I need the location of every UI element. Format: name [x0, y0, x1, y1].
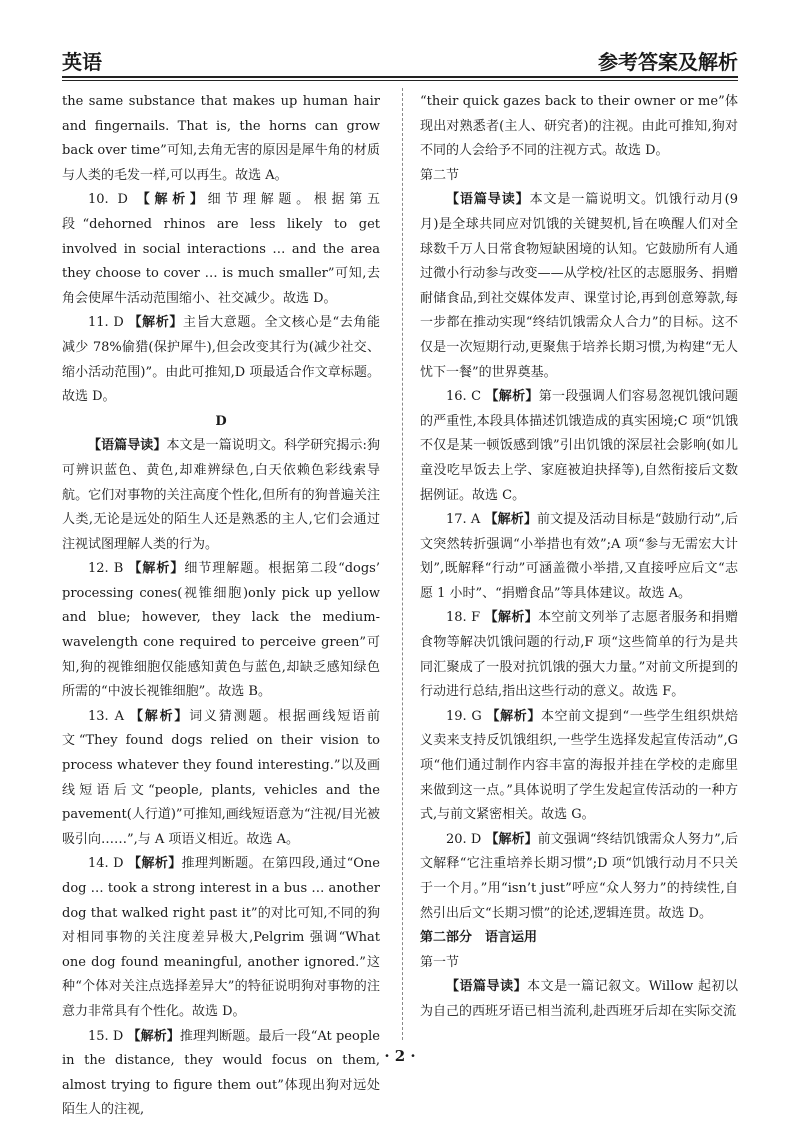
part-title: [420, 926, 738, 951]
intro-tag: 【语篇导读】: [446, 192, 530, 208]
answer-explanation: 本空前文提到“一些学生组织烘焙义卖来支持反饥饿组织,一些学生选择发起宣传活动”,G 项“他们通过制作内容丰富的海报并挂在学校的走廊里来做到这一点。”具体说明了学生发起宣传活动的一种方式,与前文紧密相关。故选 G。: [420, 708, 738, 823]
analysis-tag: 【解析】: [486, 708, 541, 724]
answer-item: [420, 828, 738, 926]
heading-text: D: [215, 413, 227, 429]
answer-explanation: 本空前文列举了志愿者服务和捐赠食物等解决饥饿问题的行动,F 项“这些简单的行为是共同汇聚成了一股对抗饥饿的强大力量。”对前文所提到的行动进行总结,指出这些行动的意义。故选 F。: [420, 610, 738, 700]
answer-item: [62, 311, 380, 409]
intro-text: 本文是一篇记叙文。Willow 起初以为自己的西班牙语已相当流利,赴西班牙后却在实际交流: [420, 979, 738, 1019]
analysis-tag: 【解析】: [128, 856, 182, 872]
analysis-tag: 【解析】: [485, 389, 539, 405]
intro-text: 本文是一篇说明文。饥饿行动月(9 月)是全球共同应对饥饿的关键契机,旨在唤醒人们对全球数千万人日常食物短缺困境的认知。它鼓励所有人通过微小行动参与改变——从学校/社区的志愿服务、捐赠耐储食品,到社交媒体发声、课堂讨论,再到创意筹款,每一步都在推动实现“终结饥饿需众人合力”的目标。这不仅是一次短期行动,更聚焦于培养长期习惯,为构建“无人忧下一餐”的世界奠基。: [420, 192, 738, 380]
passage-intro: [62, 434, 380, 557]
answer-label: 17. A: [446, 512, 481, 528]
intro-tag: 【语篇导读】: [88, 438, 167, 454]
answer-label: 13. A: [88, 708, 125, 724]
left-column: [62, 90, 380, 1123]
answer-explanation: 细节理解题。根据第二段“dogs’ processing cones(视锥细胞)only pick up yellow and blue; however, they lack the medium-wavelength cone required to perceive green”可知,狗的视锥细胞仅能感知黄色与蓝色,却缺乏感知绿色所需的“中波长视锥细胞”。故选 B。: [62, 561, 380, 700]
analysis-tag: 【解析】: [128, 315, 183, 331]
answer-label: 15. D: [88, 1028, 124, 1044]
continued-paragraph: [62, 90, 380, 188]
analysis-tag: 【解析】: [485, 831, 538, 847]
column-divider: [402, 88, 403, 1040]
answer-item: [62, 557, 380, 705]
answer-label: 10. D: [88, 192, 128, 208]
part-text: 第二部分 语言运用: [420, 930, 538, 946]
book-title: 参考答案及解析: [598, 50, 738, 74]
analysis-tag: 【解析】: [128, 561, 185, 577]
answer-explanation: 前文提及活动目标是“鼓励行动”,后文突然转折强调“小举措也有效”;A 项“参与无需宏大计划”,既解释“行动”可涵盖微小举措,又直接呼应后文“志愿 1 小时”、“捐赠食品”等具体建议。故选 A。: [420, 512, 738, 601]
answer-item: [420, 705, 738, 828]
answer-item: [420, 385, 738, 508]
answer-label: 14. D: [88, 856, 124, 872]
answer-item: [62, 705, 380, 853]
section-text: 第二节: [420, 167, 460, 183]
answer-explanation: 第一段强调人们容易忽视饥饿问题的严重性,本段具体描述饥饿造成的真实困境;C 项“饥饿不仅是某一顿饭感到饿”引出饥饿的深层社会影响(如儿童没吃早饭去上学、家庭被迫抉择等),自然衔接后文数据例证。故选 C。: [420, 389, 738, 503]
analysis-tag: 【解析】: [484, 610, 539, 626]
answer-label: 20. D: [446, 831, 482, 847]
answer-item: [420, 508, 738, 606]
section-title: [420, 951, 738, 976]
answer-item: [62, 852, 380, 1024]
answer-label: 11. D: [88, 315, 124, 331]
passage-intro: [420, 188, 738, 385]
intro-tag: 【语篇导读】: [446, 979, 528, 995]
passage-intro: [420, 975, 738, 1024]
answer-explanation: 词义猜测题。根据画线短语前文“They found dogs relied on their vision to process whatever they found interesting.”以及画线短语后文“people, plants, vehicles and the pavement(人行道)”可推知,画线短语意为“注视/目光被吸引向……”,与 A 项语义相近。故选 A。: [62, 708, 380, 847]
answer-label: 18. F: [446, 610, 481, 626]
answer-label: 16. C: [446, 389, 482, 405]
page-header: [62, 40, 738, 76]
continued-paragraph: [420, 90, 738, 164]
section-title: [420, 164, 738, 189]
page-number: · 2 ·: [384, 1047, 416, 1065]
paragraph-text: “their quick gazes back to their owner or me”体现出对熟悉者(主人、研究者)的注视。由此可推知,狗对不同的人会给予不同的注视方式。故选 D。: [420, 94, 738, 159]
analysis-tag: 【解析】: [484, 512, 537, 528]
answer-explanation: 前文强调“终结饥饿需众人努力”,后文解释“它注重培养长期习惯”;D 项“饥饿行动月不只关于一个月。”用“isn’t just”呼应“众人努力”的持续性,自然引出后文“长期习惯”的论述,逻辑连贯。故选 D。: [420, 831, 738, 921]
passage-heading: [62, 410, 380, 435]
header-rule-thin: [62, 80, 738, 81]
answer-item: [62, 1025, 380, 1123]
analysis-tag: 【解析】: [136, 192, 208, 208]
answer-label: 19. G: [446, 708, 482, 724]
right-column: [420, 90, 738, 1025]
answer-item: [62, 188, 380, 311]
intro-text: 本文是一篇说明文。科学研究揭示:狗可辨识蓝色、黄色,却难辨绿色,白天依赖色彩线索导航。它们对事物的关注高度个性化,但所有的狗普遍关注人类,无论是远处的陌生人还是熟悉的主人,它们会通过注视试图理解人类的行为。: [62, 438, 380, 552]
answer-explanation: 推理判断题。在第四段,通过“One dog … took a strong interest in a bus … another dog that walked right past it”的对比可知,不同的狗对相同事物的关注度差异极大,Pelgrim 强调“What one dog found meaningful, another ignored.”这种“个体对关注点选择差异大”的特征说明狗对事物的注意力非常具有个性化。故选 D。: [62, 856, 380, 1019]
paragraph-text: the same substance that makes up human hair and fingernails. That is, the horns can grow back over time”可知,去角无害的原因是犀牛角的材质与人类的毛发一样,可以再生。故选 A。: [62, 94, 380, 183]
subject-label: 英语: [62, 50, 102, 74]
section-text: 第一节: [420, 954, 460, 970]
answer-item: [420, 606, 738, 704]
answer-explanation: 推理判断题。最后一段“At people in the distance, they would focus on them, almost trying to figure them out”体现出狗对远处陌生人的注视,: [62, 1028, 380, 1118]
answer-explanation: 主旨大意题。全文核心是“去角能减少 78%偷猎(保护犀牛),但会改变其行为(减少社交、缩小活动范围)”。由此可推知,D 项最适合作文章标题。故选 D。: [62, 315, 380, 405]
analysis-tag: 【解析】: [129, 708, 190, 724]
answer-explanation: 细节理解题。根据第五段“dehorned rhinos are less likely to get involved in social interactions … and the area they choose to cover … is much smaller”可知,去角会使犀牛活动范围缩小、社交减少。故选 D。: [62, 192, 380, 306]
header-rule-thick: [62, 76, 738, 78]
analysis-tag: 【解析】: [127, 1028, 180, 1044]
answer-label: 12. B: [88, 561, 124, 577]
